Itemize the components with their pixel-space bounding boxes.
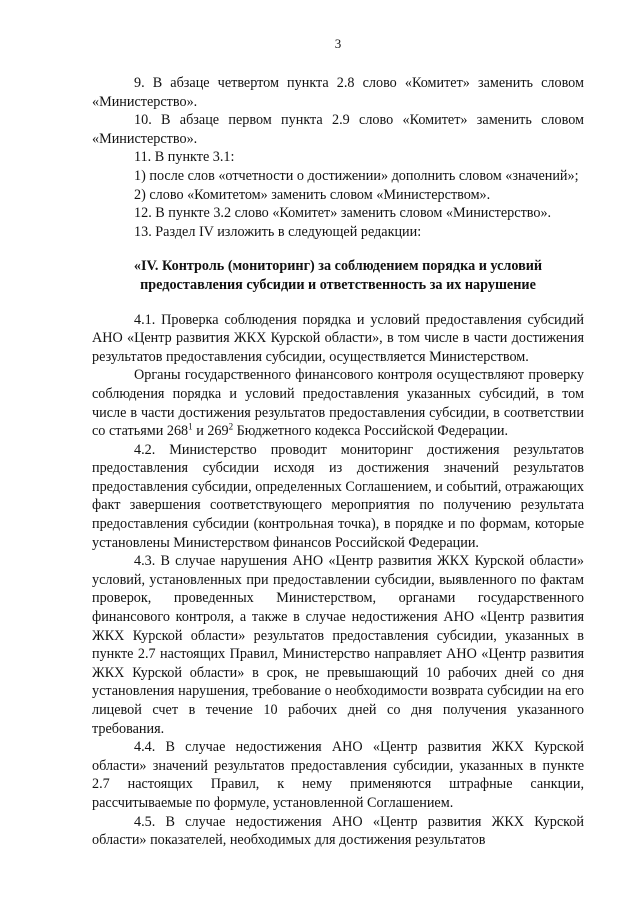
financial-control-text-b: и 269 bbox=[192, 423, 229, 440]
section-heading: «IV. Контроль (мониторинг) за соблюдением порядка и условий предоставления субсидии и ответственность за их нарушение bbox=[133, 258, 543, 293]
amendment-9: 9. В абзаце четвертом пункта 2.8 слово «Комитет» заменить словом «Министерство». bbox=[92, 75, 584, 110]
paragraph-4-4: 4.4. В случае недостижения АНО «Центр развития ЖКХ Курской области» значений результатов предоставления субсидии, указанных в пункте 2.7 настоящих Правил, к нему применяются штрафные санкции, рассчитываемые по формуле, установленной Соглашением. bbox=[92, 739, 584, 811]
page-number: 3 bbox=[334, 36, 342, 51]
amendment-13: 13. Раздел IV изложить в следующей редакции: bbox=[134, 223, 422, 240]
superscript-1: 1 bbox=[188, 421, 193, 432]
amendment-12: 12. В пункте 3.2 слово «Комитет» заменить словом «Министерство». bbox=[134, 205, 552, 222]
amendment-11: 11. В пункте 3.1: bbox=[134, 149, 235, 166]
amendment-11-item-2: 2) слово «Комитетом» заменить словом «Министерством». bbox=[134, 186, 491, 203]
amendment-10: 10. В абзаце первом пункта 2.9 слово «Комитет» заменить словом «Министерство». bbox=[92, 112, 584, 147]
financial-control-text-c: Бюджетного кодекса Российской Федерации. bbox=[233, 423, 509, 440]
paragraph-4-2: 4.2. Министерство проводит мониторинг достижения результатов предоставления субсидии исходя из достижения значений результатов предоставления субсидии, определенных Соглашением, и событий, отражающих факт завершения соответствующего мероприятия по получению результата предоставления субсидии (контрольная точка), в порядке и по формам, которые установлены Министерством финансов Российской Федерации. bbox=[92, 441, 584, 551]
financial-control-text-a: Органы государственного финансового контроля осуществляют проверку соблюдения порядка и условий предоставления указанных субсидий, в том числе в части достижения результатов предоставления субсидии, в соответствии со статьями 268 bbox=[92, 367, 584, 440]
paragraph-4-3: 4.3. В случае нарушения АНО «Центр развития ЖКХ Курской области» условий, установленных при предоставлении субсидии, выявленного по фактам проверок, проведенных Министерством, органами государственного финансового контроля, а также в случае недостижения АНО «Центр развития ЖКХ Курской области» результатов предоставления субсидии, указанных в пункте 2.7 настоящих Правил, Министерство направляет АНО «Центр развития ЖКХ Курской области» в срок, не превышающий 10 рабочих дней со дня установления нарушения, требование о необходимости возврата субсидии на его лицевой счет в течение 10 рабочих дней со дня получения указанного требования. bbox=[92, 553, 584, 737]
paragraph-4-5: 4.5. В случае недостижения АНО «Центр развития ЖКХ Курской области» показателей, необходимых для достижения результатов bbox=[92, 813, 584, 849]
superscript-2: 2 bbox=[228, 421, 234, 432]
paragraph-financial-control bbox=[92, 366, 584, 440]
amendment-11-item-1: 1) после слов «отчетности о достижении» дополнить словом «значений»; bbox=[134, 167, 579, 184]
paragraph-4-1: 4.1. Проверка соблюдения порядка и условий предоставления субсидий АНО «Центр развития ЖКХ Курской области», в том числе в части достижения результатов предоставления субсидии, осуществляется Министерством. bbox=[92, 311, 584, 365]
